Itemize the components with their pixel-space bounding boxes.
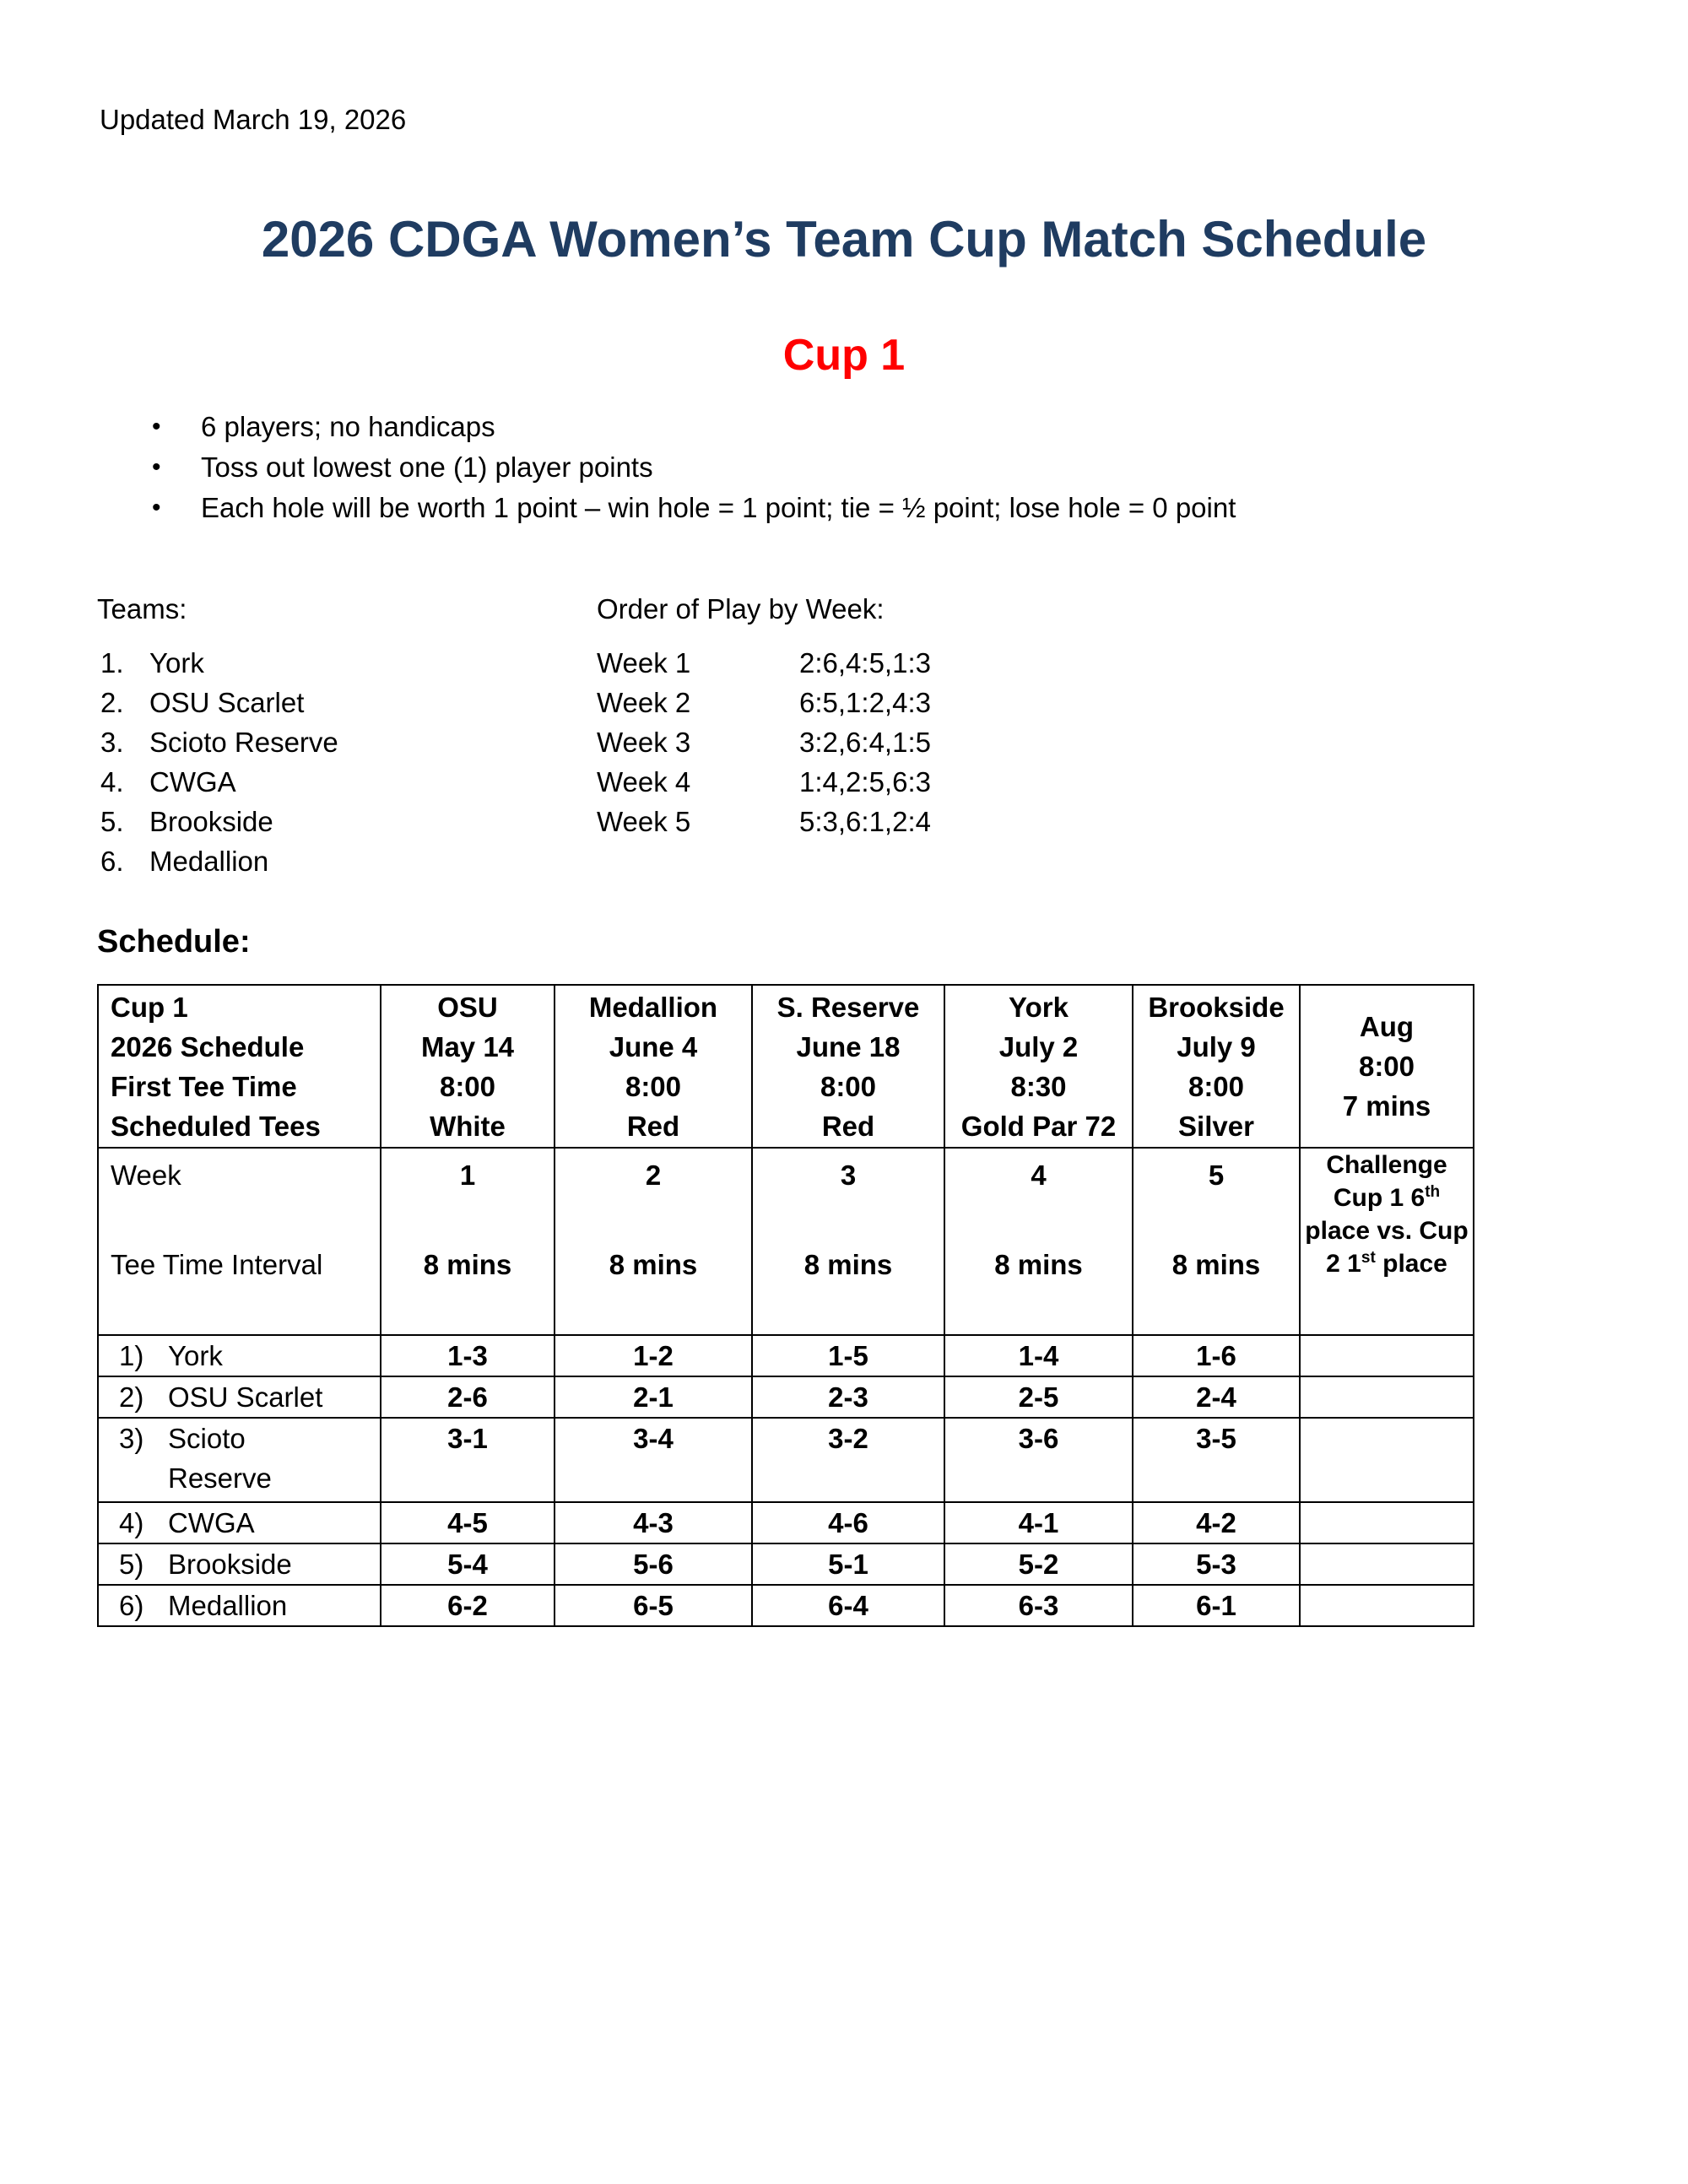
tee-color: White bbox=[430, 1110, 506, 1142]
teams-heading: Teams: bbox=[97, 593, 187, 624]
team-name: Scioto Reserve bbox=[149, 727, 338, 758]
week-number: 3 bbox=[840, 1160, 857, 1191]
empty-cell bbox=[1300, 1543, 1474, 1585]
tee-color: Silver bbox=[1178, 1110, 1254, 1142]
team-cell bbox=[98, 1376, 381, 1418]
teams-section bbox=[97, 589, 597, 881]
cup-heading: Cup 1 bbox=[782, 331, 906, 380]
match-date: July 2 bbox=[998, 1030, 1079, 1062]
week-interval-cell bbox=[381, 1148, 555, 1335]
schedule-heading: Schedule: bbox=[97, 924, 251, 960]
interval-value: 8 mins bbox=[994, 1249, 1083, 1280]
row-number: 1) bbox=[119, 1340, 144, 1371]
match-cell: 5-4 bbox=[381, 1543, 555, 1585]
team-cell bbox=[98, 1335, 381, 1376]
bullet-icon: • bbox=[152, 494, 161, 522]
column-header-cell bbox=[555, 985, 752, 1148]
team-cell bbox=[98, 1585, 381, 1626]
order-sequence: 5:3,6:1,2:4 bbox=[799, 806, 931, 837]
week-number: 4 bbox=[1031, 1160, 1047, 1191]
team-item bbox=[97, 722, 597, 762]
match-cell: 1-5 bbox=[752, 1335, 944, 1376]
host-name: York bbox=[1009, 991, 1069, 1023]
challenge-text: place vs. Cup 2 1 bbox=[1305, 1217, 1469, 1278]
order-row bbox=[597, 802, 931, 841]
table-row bbox=[98, 1376, 1474, 1418]
page-title: 2026 CDGA Women’s Team Cup Match Schedule bbox=[261, 211, 1427, 268]
row-team-name: CWGA bbox=[168, 1507, 255, 1538]
match-cell: 1-6 bbox=[1133, 1335, 1300, 1376]
team-number: 2. bbox=[100, 687, 124, 718]
rule-item bbox=[152, 447, 1688, 488]
match-cell: 3-5 bbox=[1133, 1418, 1300, 1502]
empty-cell bbox=[1300, 1376, 1474, 1418]
bullet-icon: • bbox=[152, 453, 161, 481]
table-row bbox=[98, 1335, 1474, 1376]
column-header-cell bbox=[944, 985, 1133, 1148]
week-interval-label-cell bbox=[98, 1148, 381, 1335]
order-row bbox=[597, 683, 931, 722]
interval-value: 8 mins bbox=[609, 1249, 698, 1280]
tee-time: 8:00 bbox=[820, 1070, 877, 1102]
row-number: 2) bbox=[119, 1381, 144, 1413]
team-item bbox=[97, 683, 597, 722]
order-week-label: Week 4 bbox=[597, 766, 691, 797]
final-line: 7 mins bbox=[1342, 1090, 1431, 1122]
bullet-icon: • bbox=[152, 413, 161, 441]
order-sequence: 2:6,4:5,1:3 bbox=[799, 647, 931, 678]
team-number: 5. bbox=[100, 806, 124, 837]
challenge-superscript: st bbox=[1361, 1249, 1376, 1267]
match-cell: 4-6 bbox=[752, 1502, 944, 1543]
row-team-name: OSU Scarlet bbox=[168, 1381, 323, 1413]
row-number: 5) bbox=[119, 1549, 144, 1580]
match-cell: 1-2 bbox=[555, 1335, 752, 1376]
column-header-cell bbox=[381, 985, 555, 1148]
empty-cell bbox=[1300, 1418, 1474, 1502]
match-cell: 6-3 bbox=[944, 1585, 1133, 1626]
interval-value: 8 mins bbox=[803, 1249, 893, 1280]
match-cell: 2-3 bbox=[752, 1376, 944, 1418]
table-corner-cell bbox=[98, 985, 381, 1148]
rule-item bbox=[152, 407, 1688, 447]
row-number: 3) bbox=[119, 1423, 144, 1454]
tee-color: Red bbox=[626, 1110, 680, 1142]
week-interval-cell bbox=[555, 1148, 752, 1335]
challenge-cell bbox=[1300, 1148, 1474, 1335]
week-interval-cell bbox=[1133, 1148, 1300, 1335]
table-row bbox=[98, 1502, 1474, 1543]
final-line: Aug bbox=[1359, 1011, 1415, 1042]
empty-cell bbox=[1300, 1335, 1474, 1376]
empty-cell bbox=[1300, 1502, 1474, 1543]
match-cell: 5-3 bbox=[1133, 1543, 1300, 1585]
challenge-superscript: th bbox=[1425, 1183, 1441, 1201]
team-number: 4. bbox=[100, 766, 124, 797]
rules-list bbox=[152, 407, 1688, 528]
column-header-cell bbox=[1133, 985, 1300, 1148]
challenge-text: Challenge Cup 1 6 bbox=[1326, 1151, 1447, 1212]
team-item bbox=[97, 643, 597, 683]
interval-value: 8 mins bbox=[1171, 1249, 1261, 1280]
host-name: Brookside bbox=[1148, 991, 1285, 1023]
match-cell: 3-1 bbox=[381, 1418, 555, 1502]
corner-line: 2026 Schedule bbox=[111, 1030, 305, 1062]
order-week-label: Week 3 bbox=[597, 727, 691, 758]
team-name: CWGA bbox=[149, 766, 236, 797]
match-cell: 2-6 bbox=[381, 1376, 555, 1418]
corner-line: First Tee Time bbox=[111, 1070, 297, 1102]
team-number: 1. bbox=[100, 647, 124, 678]
row-team-name: York bbox=[168, 1340, 223, 1371]
team-name: York bbox=[149, 647, 204, 678]
match-cell: 6-4 bbox=[752, 1585, 944, 1626]
match-cell: 6-1 bbox=[1133, 1585, 1300, 1626]
schedule-table bbox=[97, 984, 1474, 1627]
match-cell: 2-5 bbox=[944, 1376, 1133, 1418]
rule-text: Each hole will be worth 1 point – win hole = 1 point; tie = ½ point; lose hole = 0 point bbox=[201, 492, 1236, 523]
rule-text: 6 players; no handicaps bbox=[201, 411, 495, 442]
week-interval-row bbox=[98, 1148, 1474, 1335]
week-row-label: Week bbox=[111, 1160, 181, 1191]
match-cell: 2-4 bbox=[1133, 1376, 1300, 1418]
table-row bbox=[98, 1585, 1474, 1626]
order-row bbox=[597, 722, 931, 762]
team-name: OSU Scarlet bbox=[149, 687, 305, 718]
week-number: 1 bbox=[459, 1160, 476, 1191]
order-week-label: Week 5 bbox=[597, 806, 691, 837]
match-cell: 2-1 bbox=[555, 1376, 752, 1418]
match-cell: 5-6 bbox=[555, 1543, 752, 1585]
match-date: May 14 bbox=[420, 1030, 515, 1062]
match-cell: 5-1 bbox=[752, 1543, 944, 1585]
rule-text: Toss out lowest one (1) player points bbox=[201, 451, 653, 483]
match-cell: 4-3 bbox=[555, 1502, 752, 1543]
tee-time: 8:00 bbox=[625, 1070, 682, 1102]
corner-line: Cup 1 bbox=[111, 991, 188, 1023]
final-column-header bbox=[1300, 985, 1474, 1148]
order-sequence: 1:4,2:5,6:3 bbox=[799, 766, 931, 797]
order-week-label: Week 1 bbox=[597, 647, 691, 678]
final-line: 8:00 bbox=[1358, 1051, 1415, 1082]
order-section bbox=[597, 589, 931, 881]
lists-section bbox=[97, 589, 1688, 881]
host-name: Medallion bbox=[588, 991, 718, 1023]
team-name: Medallion bbox=[149, 846, 269, 877]
order-row bbox=[597, 643, 931, 683]
team-cell bbox=[98, 1543, 381, 1585]
tee-color: Gold Par 72 bbox=[960, 1110, 1117, 1142]
match-cell: 3-4 bbox=[555, 1418, 752, 1502]
tee-color: Red bbox=[821, 1110, 875, 1142]
week-number: 5 bbox=[1208, 1160, 1225, 1191]
team-number: 6. bbox=[100, 846, 124, 877]
row-number: 4) bbox=[119, 1507, 144, 1538]
team-name: Brookside bbox=[149, 806, 273, 837]
challenge-text: place bbox=[1375, 1250, 1447, 1278]
match-cell: 3-6 bbox=[944, 1418, 1133, 1502]
match-cell: 1-4 bbox=[944, 1335, 1133, 1376]
match-cell: 4-1 bbox=[944, 1502, 1133, 1543]
empty-cell bbox=[1300, 1585, 1474, 1626]
table-header-row bbox=[98, 985, 1474, 1148]
rule-item bbox=[152, 488, 1688, 528]
match-cell: 6-5 bbox=[555, 1585, 752, 1626]
team-item bbox=[97, 841, 597, 881]
order-row bbox=[597, 762, 931, 802]
match-cell: 1-3 bbox=[381, 1335, 555, 1376]
team-cell bbox=[98, 1502, 381, 1543]
team-item bbox=[97, 802, 597, 841]
team-item bbox=[97, 762, 597, 802]
order-sequence: 6:5,1:2,4:3 bbox=[799, 687, 931, 718]
tee-time: 8:00 bbox=[439, 1070, 496, 1102]
host-name: S. Reserve bbox=[776, 991, 920, 1023]
team-number: 3. bbox=[100, 727, 124, 758]
match-date: June 4 bbox=[609, 1030, 698, 1062]
match-cell: 3-2 bbox=[752, 1418, 944, 1502]
match-date: June 18 bbox=[796, 1030, 901, 1062]
order-sequence: 3:2,6:4,1:5 bbox=[799, 727, 931, 758]
interval-value: 8 mins bbox=[423, 1249, 512, 1280]
row-team-name: Brookside bbox=[168, 1549, 292, 1580]
tee-time: 8:00 bbox=[1188, 1070, 1245, 1102]
interval-row-label: Tee Time Interval bbox=[111, 1249, 323, 1280]
match-cell: 4-2 bbox=[1133, 1502, 1300, 1543]
table-row bbox=[98, 1418, 1474, 1502]
team-cell bbox=[98, 1418, 381, 1502]
week-interval-cell bbox=[944, 1148, 1133, 1335]
host-name: OSU bbox=[437, 991, 498, 1023]
column-header-cell bbox=[752, 985, 944, 1148]
table-row bbox=[98, 1543, 1474, 1585]
row-number: 6) bbox=[119, 1590, 144, 1621]
tee-time: 8:30 bbox=[1010, 1070, 1067, 1102]
match-cell: 4-5 bbox=[381, 1502, 555, 1543]
match-cell: 6-2 bbox=[381, 1585, 555, 1626]
week-interval-cell bbox=[752, 1148, 944, 1335]
row-team-name: Scioto Reserve bbox=[168, 1423, 272, 1494]
updated-date: Updated March 19, 2026 bbox=[100, 104, 407, 135]
order-week-label: Week 2 bbox=[597, 687, 691, 718]
order-heading: Order of Play by Week: bbox=[597, 593, 885, 624]
match-date: July 9 bbox=[1177, 1030, 1256, 1062]
corner-line: Scheduled Tees bbox=[111, 1110, 321, 1142]
week-number: 2 bbox=[645, 1160, 662, 1191]
match-cell: 5-2 bbox=[944, 1543, 1133, 1585]
row-team-name: Medallion bbox=[168, 1590, 288, 1621]
